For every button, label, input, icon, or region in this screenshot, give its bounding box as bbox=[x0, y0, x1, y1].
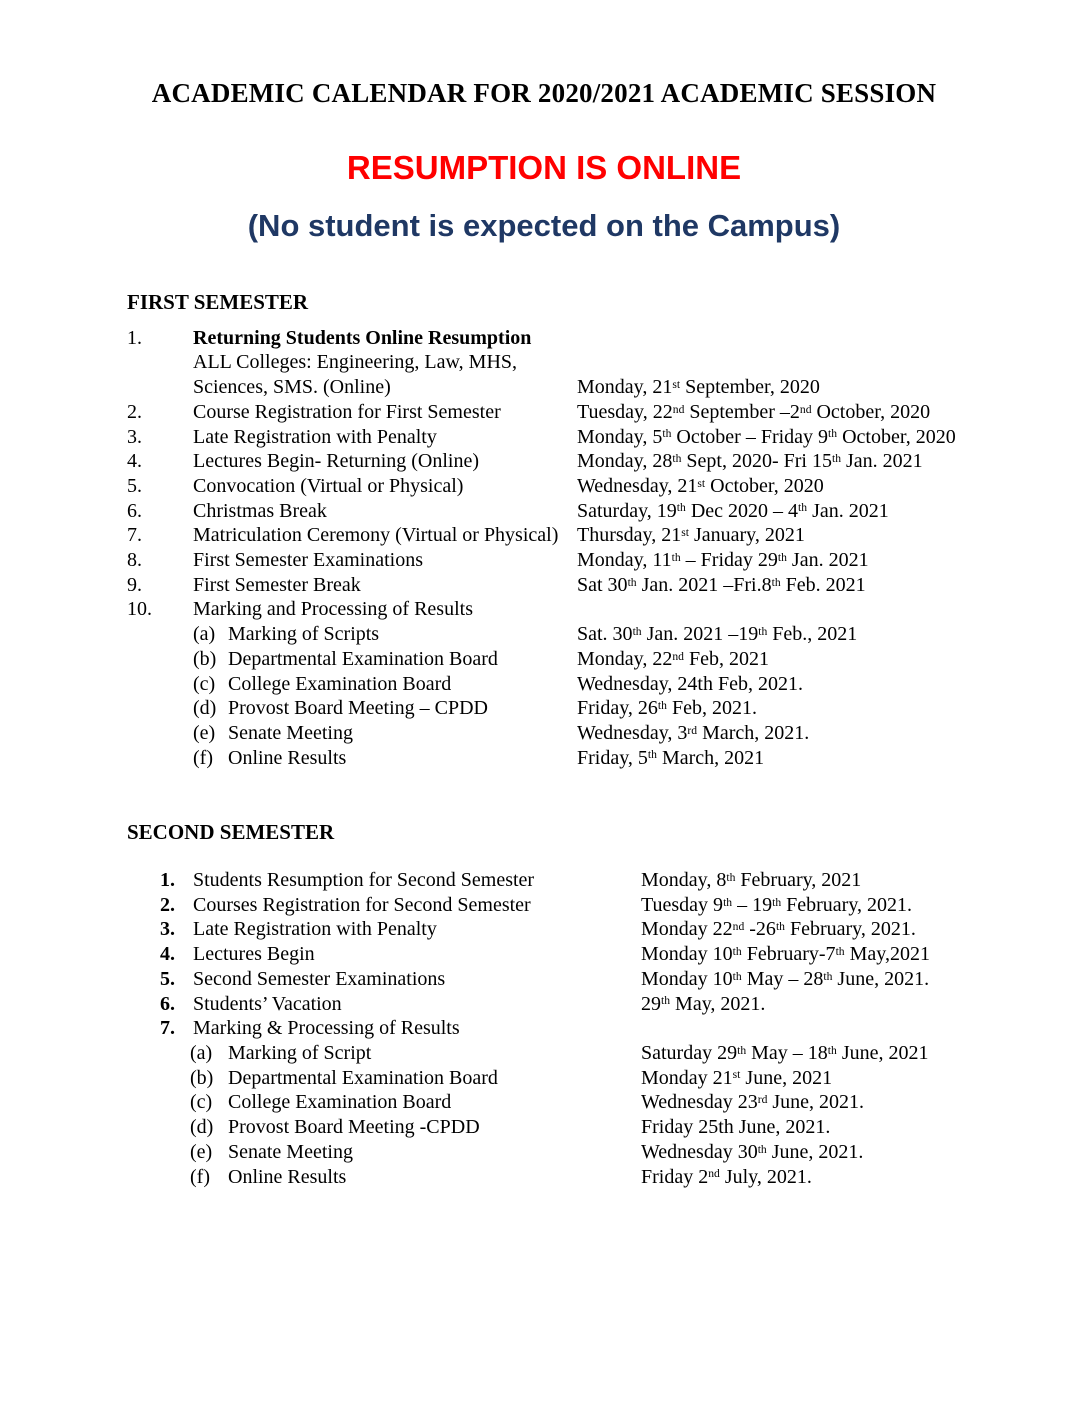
subitem-label: Provost Board Meeting -CPDD bbox=[228, 1116, 480, 1139]
item-label: Students Resumption for Second Semester bbox=[193, 869, 535, 892]
calendar-subrow bbox=[193, 647, 1088, 672]
item-date: Tuesday, 22nd September –2nd October, 2020 bbox=[577, 400, 931, 423]
item-label: Late Registration with Penalty bbox=[193, 425, 437, 448]
item-date: 29th May, 2021. bbox=[641, 992, 766, 1015]
item-date: Monday, 28th Sept, 2020- Fri 15th Jan. 2021 bbox=[577, 450, 923, 473]
item-date: Monday 10th May – 28th June, 2021. bbox=[641, 967, 930, 990]
item-label: Second Semester Examinations bbox=[193, 967, 446, 990]
calendar-row bbox=[160, 868, 1088, 893]
item-number: 2. bbox=[160, 893, 175, 916]
item-label: Course Registration for First Semester bbox=[193, 400, 501, 423]
subitem-label: Senate Meeting bbox=[228, 1140, 353, 1163]
subitem-date: Saturday 29th May – 18th June, 2021 bbox=[641, 1041, 929, 1064]
item-number: 9. bbox=[127, 573, 142, 596]
first-semester-list bbox=[127, 326, 1088, 771]
item-label: Late Registration with Penalty bbox=[193, 918, 437, 941]
page-title: ACADEMIC CALENDAR FOR 2020/2021 ACADEMIC SESSION bbox=[151, 78, 937, 108]
calendar-subrow bbox=[190, 1140, 1088, 1165]
item-number: 1. bbox=[127, 326, 142, 349]
item-number: 4. bbox=[127, 450, 142, 473]
calendar-subrow bbox=[193, 622, 1088, 647]
subitem-label: College Examination Board bbox=[228, 672, 452, 695]
calendar-subrow bbox=[193, 696, 1088, 721]
calendar-row bbox=[127, 400, 1088, 425]
subitem-date: Monday, 22nd Feb, 2021 bbox=[577, 647, 769, 670]
subitem-label: Senate Meeting bbox=[228, 721, 353, 744]
subitem-label: Online Results bbox=[228, 746, 347, 769]
calendar-row bbox=[127, 548, 1088, 573]
item-number: 7. bbox=[160, 1017, 175, 1040]
item-number: 8. bbox=[127, 549, 142, 572]
item-date: Tuesday 9th – 19th February, 2021. bbox=[641, 893, 913, 916]
item-number: 5. bbox=[127, 474, 142, 497]
subitem-tag: (b) bbox=[190, 1066, 214, 1089]
calendar-subrow bbox=[193, 721, 1088, 746]
item-label: Christmas Break bbox=[193, 499, 327, 522]
item-label: First Semester Break bbox=[193, 573, 361, 596]
subitem-date: Friday, 26th Feb, 2021. bbox=[577, 697, 757, 720]
calendar-row bbox=[160, 992, 1088, 1017]
item-number: 2. bbox=[127, 400, 142, 423]
subitem-label: Departmental Examination Board bbox=[228, 1066, 498, 1089]
subitem-date: Wednesday, 3rd March, 2021. bbox=[577, 721, 810, 744]
item-number: 10. bbox=[127, 598, 152, 621]
item-date: Thursday, 21st January, 2021 bbox=[577, 524, 805, 547]
calendar-subrow bbox=[190, 1165, 1088, 1190]
item-label: Matriculation Ceremony (Virtual or Physical) bbox=[193, 524, 559, 547]
item-label: First Semester Examinations bbox=[193, 549, 423, 572]
subitem-date: Wednesday 30th June, 2021. bbox=[641, 1140, 864, 1163]
calendar-subrow bbox=[190, 1066, 1088, 1091]
subitem-tag: (e) bbox=[190, 1140, 213, 1163]
subitem-label: Marking of Script bbox=[228, 1041, 372, 1064]
item-date: Monday, 8th February, 2021 bbox=[641, 869, 862, 892]
item-label: Convocation (Virtual or Physical) bbox=[193, 474, 464, 497]
item-number: 6. bbox=[160, 992, 175, 1015]
calendar-subrow bbox=[193, 746, 1088, 771]
first-semester-heading: FIRST SEMESTER bbox=[127, 290, 309, 314]
campus-notice: (No student is expected on the Campus) bbox=[247, 208, 841, 243]
item-number: 3. bbox=[127, 425, 142, 448]
calendar-subrow bbox=[190, 1115, 1088, 1140]
calendar-subrow bbox=[190, 1041, 1088, 1066]
subitem-tag: (d) bbox=[190, 1116, 214, 1139]
item-date: Sat 30th Jan. 2021 –Fri.8th Feb. 2021 bbox=[577, 573, 866, 596]
subitem-date: Friday, 5th March, 2021 bbox=[577, 746, 765, 769]
subitem-date: Sat. 30th Jan. 2021 –19th Feb., 2021 bbox=[577, 623, 858, 646]
item-date: Wednesday, 21st October, 2020 bbox=[577, 474, 824, 497]
item-label bbox=[193, 326, 577, 400]
subitem-tag: (a) bbox=[190, 1041, 213, 1064]
calendar-row bbox=[160, 893, 1088, 918]
subitem-label: Departmental Examination Board bbox=[228, 647, 498, 670]
item-date: Monday, 11th – Friday 29th Jan. 2021 bbox=[577, 549, 869, 572]
second-semester-heading: SECOND SEMESTER bbox=[127, 820, 335, 845]
calendar-row bbox=[160, 942, 1088, 967]
calendar-row bbox=[160, 917, 1088, 942]
subitem-tag: (f) bbox=[190, 1165, 210, 1188]
subitem-date: Wednesday, 24th Feb, 2021. bbox=[577, 672, 803, 695]
subitem-tag: (c) bbox=[193, 672, 216, 695]
item-title-bold: Returning Students Online Resumption bbox=[193, 326, 532, 349]
item-number: 1. bbox=[160, 869, 175, 892]
item-date bbox=[577, 597, 1088, 622]
subitem-tag: (e) bbox=[193, 721, 216, 744]
calendar-row bbox=[127, 326, 1088, 400]
item-number: 6. bbox=[127, 499, 142, 522]
subitem-date: Friday 25th June, 2021. bbox=[641, 1116, 831, 1139]
resumption-banner: RESUMPTION IS ONLINE bbox=[346, 149, 742, 186]
item-line3: Sciences, SMS. (Online) bbox=[193, 376, 391, 399]
item-label: Marking & Processing of Results bbox=[193, 1017, 460, 1040]
item-number: 4. bbox=[160, 943, 175, 966]
item-label: Students’ Vacation bbox=[193, 992, 342, 1015]
item-date bbox=[641, 1016, 1088, 1041]
item-number: 5. bbox=[160, 967, 175, 990]
item-label: Marking and Processing of Results bbox=[193, 598, 473, 621]
item-date: Monday, 21st September, 2020 bbox=[577, 376, 820, 399]
calendar-subrow bbox=[190, 1090, 1088, 1115]
subitem-tag: (a) bbox=[193, 623, 216, 646]
calendar-row bbox=[127, 597, 1088, 622]
subitem-date: Friday 2nd July, 2021. bbox=[641, 1165, 812, 1188]
subitem-label: Online Results bbox=[228, 1165, 347, 1188]
subitem-date: Monday 21st June, 2021 bbox=[641, 1066, 833, 1089]
item-date: Monday 22nd -26th February, 2021. bbox=[641, 918, 916, 941]
calendar-row bbox=[127, 573, 1088, 598]
subitem-label: Marking of Scripts bbox=[228, 623, 380, 646]
calendar-row bbox=[127, 523, 1088, 548]
item-number: 3. bbox=[160, 918, 175, 941]
calendar-row bbox=[127, 474, 1088, 499]
item-date: Monday 10th February-7th May,2021 bbox=[641, 943, 930, 966]
subitem-tag: (c) bbox=[190, 1091, 213, 1114]
subitem-tag: (d) bbox=[193, 697, 217, 720]
item-line2: ALL Colleges: Engineering, Law, MHS, bbox=[193, 351, 518, 374]
item-number: 7. bbox=[127, 524, 142, 547]
subitem-label: Provost Board Meeting – CPDD bbox=[228, 697, 488, 720]
item-date: Monday, 5th October – Friday 9th October, 2020 bbox=[577, 425, 956, 448]
item-label: Courses Registration for Second Semester bbox=[193, 893, 531, 916]
subitem-date: Wednesday 23rd June, 2021. bbox=[641, 1091, 865, 1114]
item-date: Saturday, 19th Dec 2020 – 4th Jan. 2021 bbox=[577, 499, 889, 522]
subitem-tag: (f) bbox=[193, 746, 213, 769]
calendar-subrow bbox=[193, 672, 1088, 697]
subitem-tag: (b) bbox=[193, 647, 217, 670]
subitem-label: College Examination Board bbox=[228, 1091, 452, 1114]
calendar-row bbox=[127, 425, 1088, 450]
calendar-row bbox=[160, 967, 1088, 992]
item-label: Lectures Begin bbox=[193, 943, 315, 966]
second-semester-list bbox=[160, 868, 1088, 1189]
calendar-row bbox=[127, 499, 1088, 524]
calendar-row bbox=[127, 449, 1088, 474]
item-label: Lectures Begin- Returning (Online) bbox=[193, 450, 480, 473]
calendar-row bbox=[160, 1016, 1088, 1041]
